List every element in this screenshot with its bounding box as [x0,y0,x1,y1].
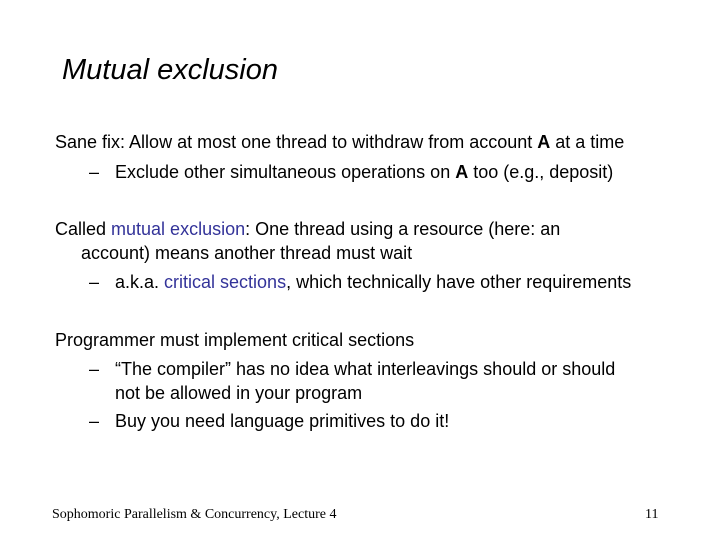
sub-bullet-text: a.k.a. [115,272,165,292]
sub-bullet-text: Buy you need language primitives to do it! [115,411,450,431]
footer-page-number: 11 [645,507,659,522]
sub-bullet-exclude [89,161,613,183]
term-mutual-exclusion: mutual exclusion [111,219,246,239]
bullet-text: Called [55,219,112,239]
sub-bullet-compiler [89,358,615,380]
bullet-sane-fix [55,131,624,153]
dash-marker: – [89,272,100,292]
bullet-text: : One thread using a resource (here: an [245,219,561,239]
bullet-emphasis: A [537,132,551,152]
bullet-text: Sane fix: Allow at most one thread to withdraw from account [55,132,538,152]
footer-course-title: Sophomoric Parallelism & Concurrency, Lecture 4 [52,507,337,522]
bullet-programmer: Programmer must implement critical sections [55,330,415,350]
dash-marker: – [89,359,100,379]
sub-bullet-continuation: not be allowed in your program [115,383,363,403]
bullet-text: at a time [550,132,625,152]
dash-marker: – [89,162,100,182]
slide-title: Mutual exclusion [62,54,278,86]
sub-bullet-text: too (e.g., deposit) [468,162,614,182]
term-critical-sections: critical sections [164,272,287,292]
sub-bullet-critical-sections [89,271,631,293]
bullet-mutual-exclusion [55,218,560,240]
sub-bullet-emphasis: A [455,162,469,182]
bullet-continuation: account) means another thread must wait [81,243,413,263]
sub-bullet-text: “The compiler” has no idea what interleavings should or should [115,359,616,379]
sub-bullet-text: Exclude other simultaneous operations on [115,162,456,182]
sub-bullet-primitives [89,410,449,432]
dash-marker: – [89,411,100,431]
sub-bullet-text: , which technically have other requirements [286,272,632,292]
